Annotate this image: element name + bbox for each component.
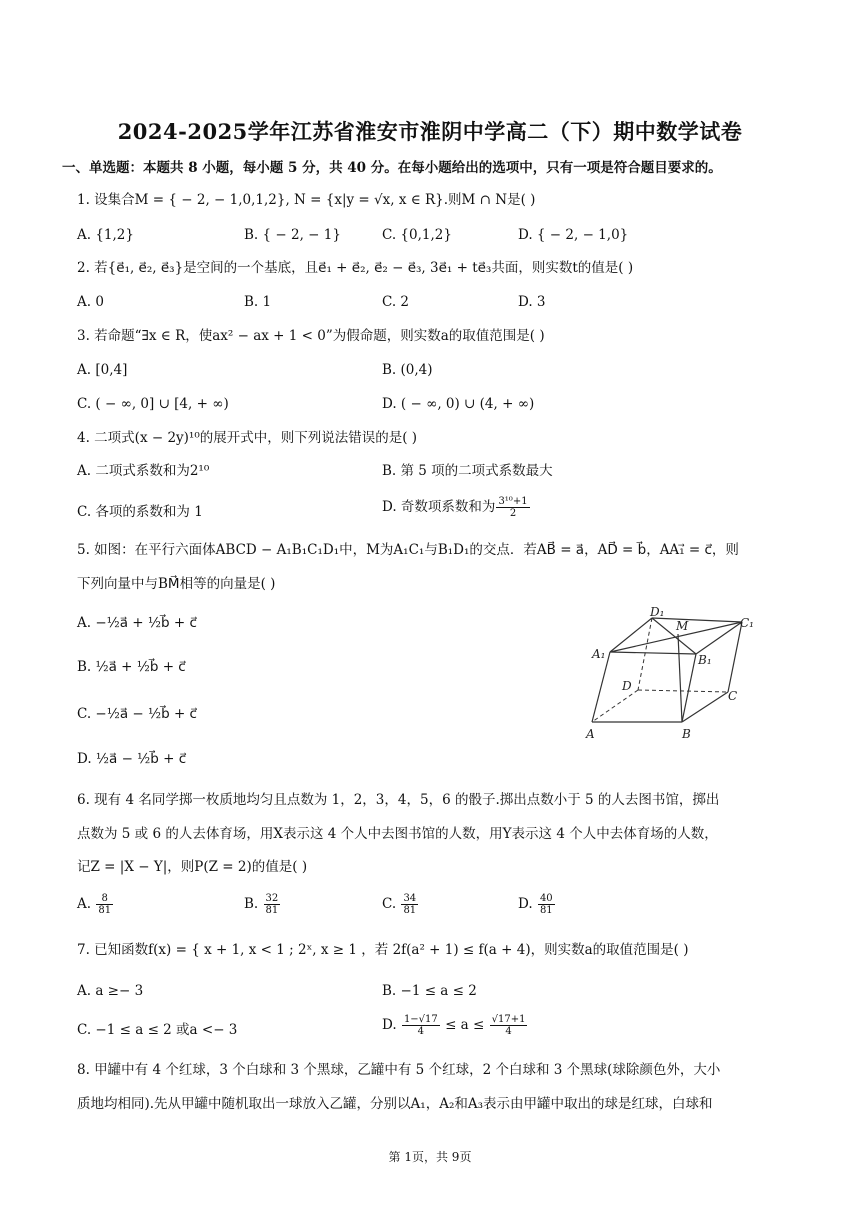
page-title: 2024-2025学年江苏省淮安市淮阴中学高二（下）期中数学试卷 [117,119,743,144]
label-a: A [586,727,595,741]
q5-option-b: B. ½a⃗ + ½b⃗ + c⃗ [77,659,186,675]
label-a1: A₁ [592,647,606,661]
question-6-stem-line3: 记Z = |X − Y|，则P(Z = 2)的值是( ) [77,859,308,875]
q1-option-b: B. { − 2, − 1} [244,227,341,243]
fraction-numerator: 34 [403,893,417,904]
fraction-numerator: √17+1 [491,1014,526,1025]
label-d1: D₁ [650,605,665,619]
label-b: B [682,727,691,741]
q4-option-c: C. 各项的系数和为 1 [77,504,203,520]
q5-option-c: C. −½a⃗ − ½b⃗ + c⃗ [77,706,197,722]
label-d: D [622,679,632,693]
q6-option-d: D. $\frac{40}{81}$ [518,893,553,916]
q3-option-d: D. ( − ∞, 0) ∪ (4, + ∞) [382,396,535,412]
question-8-stem-line2: 质地均相同).先从甲罐中随机取出一球放入乙罐，分别以A₁，A₂和A₃表示由甲罐中取出的球是红球，白球和 [77,1096,713,1112]
question-5-stem-line1: 5. 如图：在平行六面体ABCD − A₁B₁C₁D₁中，M为A₁C₁与B₁D₁的交点．若AB⃗ = a⃗，AD⃗ = b⃗，AA₁⃗ = c⃗，则 [77,542,739,558]
q7-option-c: C. −1 ≤ a ≤ 2 或a <− 3 [77,1022,238,1038]
q2-option-c: C. 2 [382,294,410,310]
q5-option-d: D. ½a⃗ − ½b⃗ + c⃗ [77,751,187,767]
q4-option-d-prefix: D. 奇数项系数和为 [382,499,496,515]
q2-option-a: A. 0 [77,294,104,310]
question-8-stem-line1: 8. 甲罐中有 4 个红球，3 个白球和 3 个黑球，乙罐中有 5 个红球，2 个白球和 3 个黑球(球除颜色外，大小 [77,1062,721,1078]
question-6-stem-line2: 点数为 5 或 6 的人去体育场，用X表示这 4 个人中去图书馆的人数，用Y表示这 4 个人中去体育场的人数， [77,826,718,842]
label-c1: C₁ [740,616,754,630]
q4-option-d [382,496,531,519]
fraction-denominator: 2 [509,508,517,519]
q7-option-d: D. $\frac{1-√17}{4}$ ≤ a ≤ $\frac{√17+1}{4}$ [382,1014,526,1037]
fraction-numerator: 3¹⁰+1 [498,496,528,507]
q3-option-a: A. [0,4] [77,362,128,378]
q4-option-d-fraction [496,496,529,519]
label-m: M [676,619,689,633]
fraction-numerator: 32 [265,893,279,904]
q4-option-a: A. 二项式系数和为2¹⁰ [77,463,210,479]
parallelepiped-figure [582,604,772,744]
fraction-numerator: 40 [539,893,553,904]
q6-option-b: B. $\frac{32}{81}$ [244,893,279,916]
q3-option-b: B. (0,4) [382,362,433,378]
q5-option-a: A. −½a⃗ + ½b⃗ + c⃗ [77,615,197,631]
fraction-numerator: 1−√17 [403,1014,438,1025]
q6-b-fraction [264,893,281,916]
fraction-denominator: 81 [265,905,279,916]
fraction-denominator: 81 [403,905,417,916]
q6-option-a: A. $\frac{8}{81}$ [77,893,112,916]
q6-d-fraction [538,893,555,916]
parallelepiped-diagram [582,604,772,744]
q1-option-d: D. { − 2, − 1,0} [518,227,629,243]
q1-option-c: C. {0,1,2} [382,227,452,243]
label-c: C [728,689,738,703]
q3-option-c: C. ( − ∞, 0] ∪ [4, + ∞) [77,396,229,412]
question-3-stem: 3. 若命题“∃x ∈ R，使ax² − ax + 1 < 0”为假命题，则实数a的取值范围是( ) [77,328,545,344]
page-footer: 第 1页，共 9页 [388,1150,472,1164]
q6-option-c: C. $\frac{34}{81}$ [382,893,417,916]
q6-c-fraction [401,893,418,916]
fraction-denominator: 81 [98,905,112,916]
section-heading: 一、单选题：本题共 8 小题，每小题 5 分，共 40 分。在每小题给出的选项中，只有一项是符合题目要求的。 [62,160,722,176]
q1-option-a: A. {1,2} [77,227,134,243]
q4-option-b: B. 第 5 项的二项式系数最大 [382,463,553,479]
q6-a-fraction [96,893,113,916]
question-2-stem: 2. 若{e⃗₁, e⃗₂, e⃗₃}是空间的一个基底，且e⃗₁ + e⃗₂, e⃗₂ − e⃗₃, 3e⃗₁ + te⃗₃共面，则实数t的值是( ) [77,260,634,276]
question-4-stem: 4. 二项式(x − 2y)¹⁰的展开式中，则下列说法错误的是( ) [77,430,418,446]
question-7-stem: 7. 已知函数f(x) = { x + 1, x < 1 ; 2ˣ, x ≥ 1 ，若 2f(a² + 1) ≤ f(a + 4)，则实数a的取值范围是( ) [77,942,689,958]
q7-d-fraction-right [490,1014,528,1037]
q7-option-a: A. a ≥− 3 [77,983,144,999]
q7-option-b: B. −1 ≤ a ≤ 2 [382,983,477,999]
fraction-denominator: 4 [505,1026,512,1037]
q2-option-b: B. 1 [244,294,272,310]
label-b1: B₁ [698,653,712,667]
fraction-numerator: 8 [96,893,113,905]
question-6-stem-line1: 6. 现有 4 名同学掷一枚质地均匀且点数为 1，2，3，4，5，6 的骰子.掷出点数小于 5 的人去图书馆，掷出 [77,792,720,808]
q7-d-fraction-left [402,1014,440,1037]
fraction-denominator: 4 [417,1026,425,1037]
q2-option-d: D. 3 [518,294,546,310]
question-1-stem: 1. 设集合M = { − 2, − 1,0,1,2}, N = {x|y = √x, x ∈ R}.则M ∩ N是( ) [77,192,536,208]
fraction-denominator: 81 [539,905,553,916]
question-5-stem-line2: 下列向量中与BM⃗相等的向量是( ) [77,576,276,592]
